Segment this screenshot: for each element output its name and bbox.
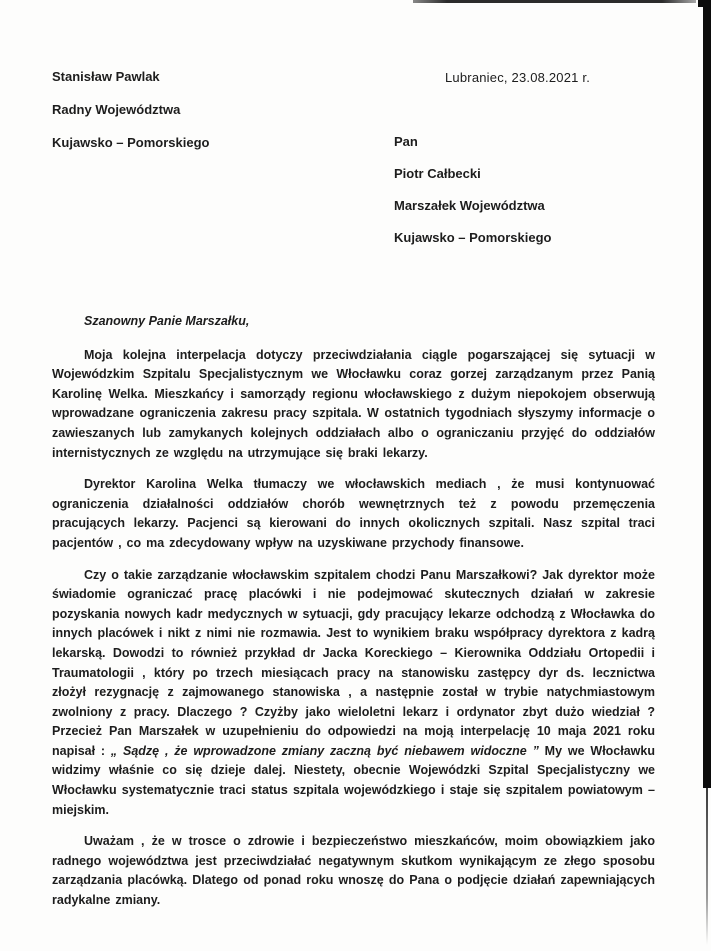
paragraph-1: Moja kolejna interpelacja dotyczy przeciwdziałania ciągle pogarszającej się sytuacji w Wojewódzkim Szpitalu Specjalistycznym we Włocławku coraz gorzej zarządzanym przez Panią Karolinę Welka. Mieszkańcy i samorządy regionu włocławskiego z dużym niepokojem obserwują wprowadzane ograniczenia zakresu pracy szpitala. W ostatnich tygodniach słyszymy informacje o zawieszanych lub zamykanych kolejnych oddziałach albo o ograniczaniu przyjęć do oddziałów internistycznych ze względu na utrzymujące się braki lekarzy. [52,347,655,460]
sender-role-line-2: Kujawsko – Pomorskiego [52,135,210,150]
scan-artifact-right-edge [703,0,711,788]
recipient-name: Piotr Całbecki [394,166,481,181]
quoted-marshal-response: „ Sądzę , że wprowadzone zmiany zaczną być niebawem widoczne ” [110,743,539,758]
scan-artifact-right-edge-thin [706,788,708,945]
sender-name: Stanisław Pawlak [52,69,160,84]
paragraph-3-text: Czy o takie zarządzanie włocławskim szpitalem chodzi Panu Marszałkowi? Jak dyrektor może świadomie ograniczać pracę placówki i nie podejmować skutecznych działań w zakresie pozyskania nowych kadr medycznych w sytuacji, gdy pracujący lekarze odchodzą z Włocławka do innych placówek i nikt z nimi nie rozmawia. Jest to wynikiem braku współpracy dyrektora z kadrą lekarską. Dowodzi to również przykład dr Jacka Koreckiego – Kierownika Oddziału Ortopedii i Traumatologii , który po trzech miesiącach pracy na stanowisku zastępcy dyr ds. lecznictwa złożył rezygnację z zajmowanego stanowiska , a następnie został w trybie natychmiastowym zwolniony z pracy. Dlaczego ? Czyżby jako wieloletni lekarz i ordynator zbyt dużo wiedział ? Przecież Pan Marszałek w uzupełnieniu do odpowiedzi na moją interpelację 10 maja 2021 roku napisał : [52,567,655,758]
paragraph-4: Uważam , że w trosce o zdrowie i bezpieczeństwo mieszkańców, moim obowiązkiem jako radnego województwa jest przeciwdziałać negatywnym skutkom wynikającym ze złego sposobu zarządzania placówką. Dlatego od ponad roku wnoszę do Pana o podjęcie działań zapewniających radykalne zmiany. [52,834,655,908]
letter-body [52,312,655,923]
paragraph-3-continuation: My we Włocławku widzimy właśnie co się dzieje dalej. Niestety, obecnie Wojewódzki Szpital Specjalistyczny we Włocławku systematycznie traci status szpitala wojewódzkiego i staje się szpitalem powiatowym – miejskim. [52,743,655,817]
paragraph-2: Dyrektor Karolina Welka tłumaczy we włocławskich mediach , że musi kontynuować ograniczenia działalności oddziałów chorób wewnętrznych też z powodu przemęczenia pracujących lekarzy. Pacjenci są kierowani do innych okolicznych szpitali. Nasz szpital traci pacjentów , co ma zdecydowany wpływ na uzyskiwane przychody finansowe. [52,477,655,550]
recipient-block [394,135,552,263]
recipient-salutation: Pan [394,134,418,149]
scan-artifact-top-edge [413,0,696,3]
sender-block [52,70,210,169]
sender-role-line-1: Radny Województwa [52,102,181,117]
place-and-date: Lubraniec, 23.08.2021 r. [445,70,591,85]
paragraph-3 [52,566,655,821]
recipient-role-line-1: Marszałek Województwa [394,198,545,213]
recipient-role-line-2: Kujawsko – Pomorskiego [394,230,552,245]
greeting-line: Szanowny Panie Marszałku, [84,314,250,328]
